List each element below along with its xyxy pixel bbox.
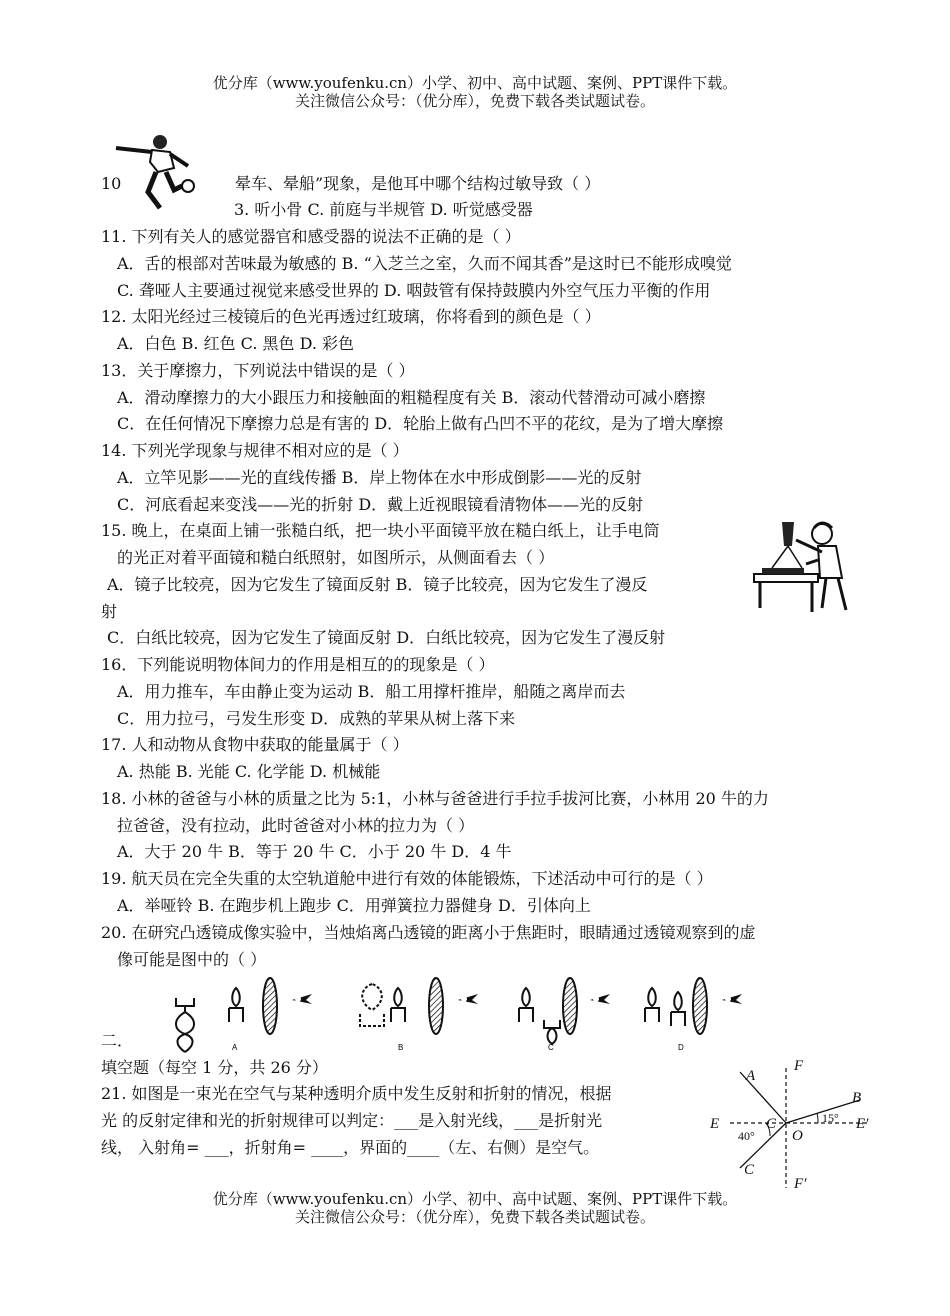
section-2-number: 二． (101, 1031, 134, 1050)
option-d-figure (645, 978, 742, 1052)
q14-options-ab: A．立竿见影——光的直线传播 B．岸上物体在水中形成倒影——光的反射 (117, 468, 642, 487)
q15-options-ab: A．镜子比较亮，因为它发生了镜面反射 B．镜子比较亮，因为它发生了漫反 (107, 575, 648, 594)
ray-label-f-prime: F′ (794, 1176, 807, 1190)
section-2-title: 填空题（每空 1 分，共 26 分） (101, 1058, 328, 1077)
q21-line-3: 线， 入射角= ___，折射角= ____，界面的____（左、右侧）是空气。 (101, 1138, 600, 1157)
q10-stem: 晕车、晕船”现象，是他耳中哪个结构过敏导致（ ） (235, 174, 601, 193)
angle-40-label: 40° (738, 1129, 755, 1143)
q21-line-1: 21. 如图是一束光在空气与某种透明介质中发生反射和折射的情况，根据 (101, 1084, 612, 1103)
ray-label-e: E (710, 1116, 720, 1132)
q16-options-ab: A．用力推车，车由静止变为运动 B．船工用撑杆推岸，船随之离岸而去 (117, 682, 626, 701)
q15-stem-1: 15. 晚上，在桌面上铺一张糙白纸，把一块小平面镜平放在糙白纸上，让手电筒 (101, 521, 660, 540)
q10-number: 10 (101, 174, 122, 193)
q17-stem: 17. 人和动物从食物中获取的能量属于（ ） (101, 735, 409, 754)
ray-label-b: B (852, 1090, 862, 1106)
ray-diagram (700, 1050, 900, 1190)
q12-stem: 12. 太阳光经过三棱镜后的色光再透过红玻璃，你将看到的颜色是（ ） (101, 307, 601, 326)
q19-stem: 19. 航天员在完全失重的太空轨道舱中进行有效的体能锻炼，下述活动中可行的是（ ） (101, 869, 713, 888)
q18-options: A．大于 20 牛 B．等于 20 牛 C．小于 20 牛 D．4 牛 (117, 842, 512, 861)
q14-options-cd: C．河底看起来变浅——光的折射 D．戴上近视眼镜看清物体——光的反射 (117, 495, 644, 514)
header-line-1: 优分库（www.youfenku.cn）小学、初中、高中试题、案例、PPT课件下载。 (212, 74, 738, 92)
option-b-figure (360, 978, 478, 1052)
ray-label-f: F (794, 1058, 804, 1074)
flashlight-experiment-figure (752, 516, 864, 616)
option-b-label: B (398, 1043, 404, 1052)
q11-options-ab: A．舌的根部对苦味最为敏感的 B. “入芝兰之室，久而不闻其香”是这时已不能形成嗅觉 (117, 254, 732, 273)
option-c-figure (519, 978, 610, 1052)
q15-options-ab-cont: 射 (101, 602, 118, 621)
q20-stem-1: 20. 在研究凸透镜成像实验中，当烛焰离凸透镜的距离小于焦距时，眼睛通过透镜观察到的虚 (101, 923, 756, 942)
q16-stem: 16．下列能说明物体间力的作用是相互的的现象是（ ） (101, 655, 495, 674)
q16-options-cd: C．用力拉弓，弓发生形变 D．成熟的苹果从树上落下来 (117, 709, 516, 728)
q13-options-cd: C．在任何情况下摩擦力总是有害的 D．轮胎上做有凸凹不平的花纹，是为了增大摩擦 (117, 414, 724, 433)
option-a-label: A (232, 1043, 238, 1052)
lens-options-figure (160, 976, 760, 1054)
option-c-label: C (548, 1043, 554, 1052)
ray-label-c-inner: C (766, 1116, 777, 1132)
footer-line-1: 优分库（www.youfenku.cn）小学、初中、高中试题、案例、PPT课件下载。 (212, 1190, 738, 1208)
angle-15-label: 15° (822, 1111, 839, 1125)
q11-options-cd: C. 聋哑人主要通过视觉来感受世界的 D. 咽鼓管有保持鼓膜内外空气压力平衡的作用 (117, 281, 711, 300)
q13-options-ab: A．滑动摩擦力的大小跟压力和接触面的粗糙程度有关 B．滚动代替滑动可减小磨擦 (117, 388, 706, 407)
ray-label-o: O (792, 1128, 803, 1144)
option-a-figure (176, 978, 312, 1052)
q17-options: A. 热能 B. 光能 C. 化学能 D. 机械能 (117, 762, 381, 781)
q15-stem-2: 的光正对着平面镜和糙白纸照射，如图所示，从侧面看去（ ） (117, 548, 555, 567)
q10-options: 3. 听小骨 C. 前庭与半规管 D. 听觉感受器 (234, 200, 533, 219)
soccer-player-figure (108, 132, 200, 212)
q21-line-2: 光 的反射定律和光的折射规律可以判定：___是入射光线，___是折射光 (101, 1111, 603, 1130)
q18-stem-1: 18. 小林的爸爸与小林的质量之比为 5:1，小林与爸爸进行手拉手拔河比赛，小林用 20 牛的力 (101, 789, 769, 808)
q18-stem-2: 拉爸爸，没有拉动，此时爸爸对小林的拉力为（ ） (117, 816, 475, 835)
footer-line-2: 关注微信公众号：（优分库），免费下载各类试题试卷。 (294, 1208, 655, 1226)
q11-stem: 11. 下列有关人的感觉器官和感受器的说法不正确的是（ ） (101, 227, 521, 246)
ray-label-a: A (746, 1068, 756, 1084)
option-d-label: D (678, 1043, 684, 1052)
q13-stem: 13．关于摩擦力，下列说法中错误的是（ ） (101, 361, 415, 380)
q19-options: A．举哑铃 B. 在跑步机上跑步 C．用弹簧拉力器健身 D．引体向上 (117, 896, 591, 915)
q12-options: A．白色 B. 红色 C. 黑色 D. 彩色 (117, 334, 355, 353)
ray-label-e-prime: E′ (856, 1116, 869, 1132)
header-line-2: 关注微信公众号：（优分库），免费下载各类试题试卷。 (294, 92, 655, 110)
ray-label-c: C (744, 1162, 755, 1178)
q15-options-cd: C．白纸比较亮，因为它发生了镜面反射 D．白纸比较亮，因为它发生了漫反射 (107, 628, 666, 647)
q20-stem-2: 像可能是图中的（ ） (117, 950, 267, 969)
q14-stem: 14. 下列光学现象与规律不相对应的是（ ） (101, 441, 409, 460)
